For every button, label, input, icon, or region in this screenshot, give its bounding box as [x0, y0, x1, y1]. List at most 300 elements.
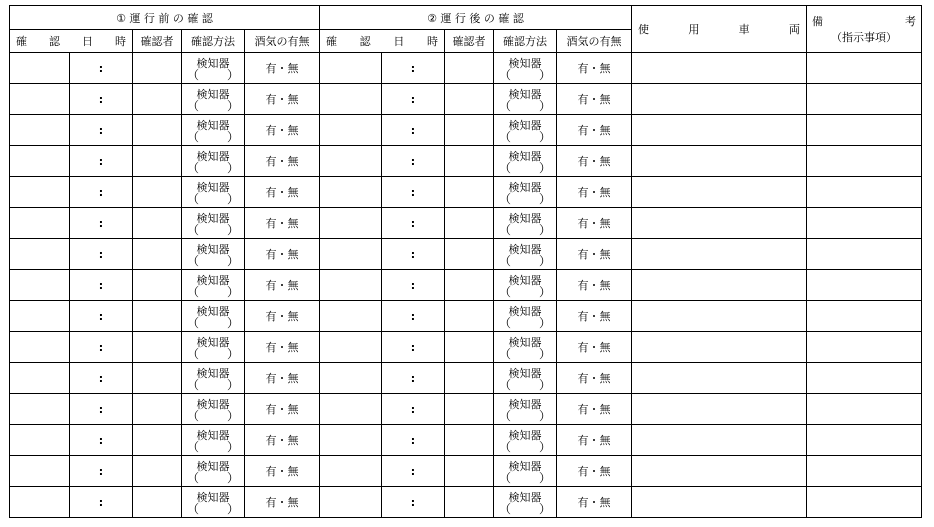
- presence-choice: 有・無: [265, 465, 299, 478]
- paren-open: （: [499, 409, 512, 423]
- after-method-cell[interactable]: [494, 425, 557, 456]
- before-date-cell[interactable]: [10, 394, 70, 425]
- before-time-cell[interactable]: [70, 487, 133, 518]
- before-checker-cell[interactable]: [133, 146, 182, 177]
- before-time-cell[interactable]: [70, 270, 133, 301]
- before-method-cell[interactable]: [182, 394, 245, 425]
- detector-label: 検知器: [196, 243, 230, 256]
- before-alcohol-cell[interactable]: [245, 239, 320, 270]
- vehicle-cell[interactable]: [632, 425, 807, 456]
- after-alcohol-cell[interactable]: [557, 115, 632, 146]
- after-alcohol-cell[interactable]: [557, 363, 632, 394]
- after-method-cell[interactable]: [494, 301, 557, 332]
- table-row: [10, 208, 922, 239]
- before-checker-cell[interactable]: [133, 394, 182, 425]
- before-checker-cell[interactable]: [133, 208, 182, 239]
- after-checker-cell[interactable]: [445, 332, 494, 363]
- presence-choice: 有・無: [577, 341, 611, 354]
- before-alcohol-cell[interactable]: [245, 208, 320, 239]
- before-date-cell[interactable]: [10, 487, 70, 518]
- after-method-cell[interactable]: [494, 208, 557, 239]
- before-method-cell[interactable]: [182, 270, 245, 301]
- after-date-cell[interactable]: [320, 332, 382, 363]
- before-alcohol-cell[interactable]: [245, 53, 320, 84]
- datetime-char: 認: [359, 35, 371, 48]
- time-separator: :: [98, 247, 104, 261]
- after-time-cell[interactable]: [382, 456, 445, 487]
- datetime-char: 日: [82, 35, 93, 48]
- after-date-cell[interactable]: [320, 115, 382, 146]
- detector-label: 検知器: [196, 336, 230, 349]
- table-row: [10, 84, 922, 115]
- after-date-cell[interactable]: [320, 53, 382, 84]
- before-date-cell[interactable]: [10, 332, 70, 363]
- after-checker-cell[interactable]: [445, 208, 494, 239]
- paren-close: ）: [538, 316, 551, 330]
- paren-close: ）: [538, 254, 551, 268]
- vehicle-cell[interactable]: [632, 177, 807, 208]
- paren-close: ）: [226, 502, 239, 516]
- remarks-cell[interactable]: [807, 146, 922, 177]
- detector-label: 検知器: [508, 181, 542, 194]
- detector-label: 検知器: [508, 367, 542, 380]
- after-method-cell[interactable]: [494, 456, 557, 487]
- remarks-cell[interactable]: [807, 115, 922, 146]
- after-date-cell[interactable]: [320, 177, 382, 208]
- vehicle-header: [632, 6, 807, 53]
- after-alcohol-cell[interactable]: [557, 177, 632, 208]
- before-checker-cell[interactable]: [133, 363, 182, 394]
- after-date-cell[interactable]: [320, 487, 382, 518]
- time-separator: :: [98, 495, 104, 509]
- before-alcohol-cell[interactable]: [245, 270, 320, 301]
- paren-close: ）: [226, 192, 239, 206]
- before-date-cell[interactable]: [10, 425, 70, 456]
- remarks-cell[interactable]: [807, 332, 922, 363]
- after-method-cell[interactable]: [494, 394, 557, 425]
- time-separator: :: [98, 154, 104, 168]
- after-date-cell[interactable]: [320, 146, 382, 177]
- before-alcohol-cell[interactable]: [245, 332, 320, 363]
- after-checker-cell[interactable]: [445, 177, 494, 208]
- paren-close: ）: [538, 440, 551, 454]
- before-time-cell[interactable]: [70, 239, 133, 270]
- paren-open: （: [187, 409, 200, 423]
- before-time-cell[interactable]: [70, 84, 133, 115]
- presence-choice: 有・無: [577, 186, 611, 199]
- before-date-cell[interactable]: [10, 53, 70, 84]
- before-time-cell[interactable]: [70, 53, 133, 84]
- remarks-char: 考: [905, 15, 916, 28]
- after-time-cell[interactable]: [382, 425, 445, 456]
- before-method-cell[interactable]: [182, 239, 245, 270]
- before-time-cell[interactable]: [70, 456, 133, 487]
- paren-open: （: [187, 316, 200, 330]
- vehicle-header-label: [632, 21, 806, 37]
- vehicle-char: 使: [638, 23, 649, 36]
- before-date-cell[interactable]: [10, 270, 70, 301]
- presence-choice: 有・無: [577, 496, 611, 509]
- after-method-cell[interactable]: [494, 53, 557, 84]
- after-method-cell[interactable]: [494, 332, 557, 363]
- after-date-cell[interactable]: [320, 394, 382, 425]
- before-alcohol-cell[interactable]: [245, 363, 320, 394]
- detector-label: 検知器: [196, 57, 230, 70]
- table-row: [10, 425, 922, 456]
- remarks-cell[interactable]: [807, 177, 922, 208]
- paren-close: ）: [226, 161, 239, 175]
- after-checker-cell[interactable]: [445, 363, 494, 394]
- before-alcohol-cell[interactable]: [245, 487, 320, 518]
- detector-label: 検知器: [508, 88, 542, 101]
- after-checker-cell[interactable]: [445, 270, 494, 301]
- presence-choice: 有・無: [577, 248, 611, 261]
- before-checker-cell[interactable]: [133, 84, 182, 115]
- after-checker-cell[interactable]: [445, 425, 494, 456]
- before-alcohol-cell[interactable]: [245, 177, 320, 208]
- detector-label: 検知器: [196, 119, 230, 132]
- table-row: [10, 270, 922, 301]
- before-method-cell[interactable]: [182, 115, 245, 146]
- presence-choice: 有・無: [577, 62, 611, 75]
- paren-close: ）: [538, 471, 551, 485]
- after-time-cell[interactable]: [382, 84, 445, 115]
- after-time-cell[interactable]: [382, 53, 445, 84]
- before-method-cell[interactable]: [182, 301, 245, 332]
- before-checker-cell[interactable]: [133, 301, 182, 332]
- paren-close: ）: [538, 161, 551, 175]
- after-alcohol-header: 酒気の有無: [557, 30, 632, 53]
- paren-open: （: [187, 347, 200, 361]
- datetime-label: [320, 33, 444, 49]
- before-date-cell[interactable]: [10, 177, 70, 208]
- after-time-cell[interactable]: [382, 146, 445, 177]
- after-date-cell[interactable]: [320, 425, 382, 456]
- after-date-cell[interactable]: [320, 208, 382, 239]
- before-method-cell[interactable]: [182, 53, 245, 84]
- after-time-cell[interactable]: [382, 177, 445, 208]
- after-time-cell[interactable]: [382, 208, 445, 239]
- time-separator: :: [98, 278, 104, 292]
- presence-choice: 有・無: [577, 310, 611, 323]
- after-checker-cell[interactable]: [445, 84, 494, 115]
- table-row: [10, 363, 922, 394]
- before-method-cell[interactable]: [182, 208, 245, 239]
- after-time-cell[interactable]: [382, 239, 445, 270]
- before-alcohol-cell[interactable]: [245, 146, 320, 177]
- after-time-cell[interactable]: [382, 270, 445, 301]
- after-checker-header: 確認者: [445, 30, 494, 53]
- time-separator: :: [98, 92, 104, 106]
- after-method-header: 確認方法: [494, 30, 557, 53]
- after-checker-cell[interactable]: [445, 394, 494, 425]
- paren-open: （: [499, 316, 512, 330]
- vehicle-cell[interactable]: [632, 332, 807, 363]
- time-separator: :: [410, 371, 416, 385]
- before-time-cell[interactable]: [70, 177, 133, 208]
- after-alcohol-cell[interactable]: [557, 53, 632, 84]
- before-alcohol-cell[interactable]: [245, 394, 320, 425]
- after-checker-cell[interactable]: [445, 146, 494, 177]
- after-time-cell[interactable]: [382, 487, 445, 518]
- before-alcohol-cell[interactable]: [245, 301, 320, 332]
- time-separator: :: [98, 216, 104, 230]
- remarks-cell[interactable]: [807, 487, 922, 518]
- before-checker-cell[interactable]: [133, 487, 182, 518]
- paren-close: ）: [538, 347, 551, 361]
- vehicle-cell[interactable]: [632, 394, 807, 425]
- after-checker-cell[interactable]: [445, 115, 494, 146]
- after-checker-cell[interactable]: [445, 53, 494, 84]
- time-separator: :: [410, 61, 416, 75]
- time-separator: :: [410, 464, 416, 478]
- paren-open: （: [499, 130, 512, 144]
- after-alcohol-cell[interactable]: [557, 146, 632, 177]
- paren-open: （: [187, 502, 200, 516]
- paren-close: ）: [226, 316, 239, 330]
- detector-label: 検知器: [196, 274, 230, 287]
- after-method-cell[interactable]: [494, 487, 557, 518]
- paren-open: （: [187, 223, 200, 237]
- presence-choice: 有・無: [577, 217, 611, 230]
- remarks-cell[interactable]: [807, 394, 922, 425]
- vehicle-cell[interactable]: [632, 53, 807, 84]
- after-datetime-header: [320, 30, 445, 53]
- remarks-cell[interactable]: [807, 53, 922, 84]
- vehicle-cell[interactable]: [632, 115, 807, 146]
- after-alcohol-cell[interactable]: [557, 270, 632, 301]
- after-checker-cell[interactable]: [445, 301, 494, 332]
- table-row: [10, 115, 922, 146]
- before-checker-cell[interactable]: [133, 425, 182, 456]
- before-alcohol-cell[interactable]: [245, 456, 320, 487]
- paren-close: ）: [226, 347, 239, 361]
- before-time-cell[interactable]: [70, 115, 133, 146]
- vehicle-cell[interactable]: [632, 487, 807, 518]
- after-checker-cell[interactable]: [445, 487, 494, 518]
- after-date-cell[interactable]: [320, 270, 382, 301]
- table-row: [10, 53, 922, 84]
- paren-open: （: [187, 254, 200, 268]
- detector-label: 検知器: [508, 460, 542, 473]
- vehicle-cell[interactable]: [632, 270, 807, 301]
- paren-close: ）: [538, 192, 551, 206]
- before-checker-cell[interactable]: [133, 115, 182, 146]
- remarks-cell[interactable]: [807, 239, 922, 270]
- presence-choice: 有・無: [577, 279, 611, 292]
- before-checker-header: 確認者: [133, 30, 182, 53]
- remarks-header-label: [807, 13, 921, 29]
- alcohol-check-table: [9, 5, 922, 518]
- after-operation-header: ② 運 行 後 の 確 認: [320, 6, 632, 30]
- time-separator: :: [410, 92, 416, 106]
- after-checker-cell[interactable]: [445, 239, 494, 270]
- before-method-header: 確認方法: [182, 30, 245, 53]
- paren-open: （: [499, 223, 512, 237]
- presence-choice: 有・無: [577, 465, 611, 478]
- after-alcohol-cell[interactable]: [557, 301, 632, 332]
- vehicle-char: 車: [738, 23, 750, 36]
- presence-choice: 有・無: [265, 155, 299, 168]
- presence-choice: 有・無: [265, 124, 299, 137]
- paren-open: （: [499, 192, 512, 206]
- datetime-char: 日: [393, 35, 405, 48]
- datetime-char: 確: [326, 35, 337, 48]
- remarks-cell[interactable]: [807, 270, 922, 301]
- paren-close: ）: [226, 440, 239, 454]
- vehicle-cell[interactable]: [632, 146, 807, 177]
- after-alcohol-cell[interactable]: [557, 208, 632, 239]
- before-time-cell[interactable]: [70, 146, 133, 177]
- datetime-label: [10, 33, 132, 49]
- remarks-cell[interactable]: [807, 456, 922, 487]
- presence-choice: 有・無: [577, 372, 611, 385]
- detector-label: 検知器: [196, 429, 230, 442]
- detector-label: 検知器: [196, 305, 230, 318]
- before-time-cell[interactable]: [70, 363, 133, 394]
- before-method-cell[interactable]: [182, 456, 245, 487]
- before-time-cell[interactable]: [70, 301, 133, 332]
- paren-close: ）: [538, 99, 551, 113]
- before-checker-cell[interactable]: [133, 53, 182, 84]
- after-checker-cell[interactable]: [445, 456, 494, 487]
- remarks-subheader: （指示事項）: [831, 31, 897, 44]
- before-date-cell[interactable]: [10, 146, 70, 177]
- before-method-cell[interactable]: [182, 177, 245, 208]
- before-date-cell[interactable]: [10, 84, 70, 115]
- after-time-cell[interactable]: [382, 301, 445, 332]
- after-alcohol-cell[interactable]: [557, 456, 632, 487]
- remarks-cell[interactable]: [807, 208, 922, 239]
- after-method-cell[interactable]: [494, 239, 557, 270]
- after-method-cell[interactable]: [494, 84, 557, 115]
- paren-open: （: [499, 99, 512, 113]
- vehicle-cell[interactable]: [632, 208, 807, 239]
- after-time-cell[interactable]: [382, 115, 445, 146]
- presence-choice: 有・無: [577, 124, 611, 137]
- after-alcohol-cell[interactable]: [557, 394, 632, 425]
- detector-label: 検知器: [196, 491, 230, 504]
- after-time-cell[interactable]: [382, 363, 445, 394]
- time-separator: :: [98, 61, 104, 75]
- vehicle-cell[interactable]: [632, 239, 807, 270]
- time-separator: :: [410, 402, 416, 416]
- time-separator: :: [410, 340, 416, 354]
- paren-open: （: [499, 254, 512, 268]
- after-date-cell[interactable]: [320, 239, 382, 270]
- paren-open: （: [187, 99, 200, 113]
- before-checker-cell[interactable]: [133, 239, 182, 270]
- before-date-cell[interactable]: [10, 115, 70, 146]
- table-row: [10, 177, 922, 208]
- paren-open: （: [187, 192, 200, 206]
- time-separator: :: [98, 433, 104, 447]
- vehicle-cell[interactable]: [632, 301, 807, 332]
- after-time-cell[interactable]: [382, 332, 445, 363]
- paren-open: （: [499, 347, 512, 361]
- time-separator: :: [98, 371, 104, 385]
- before-alcohol-cell[interactable]: [245, 84, 320, 115]
- after-alcohol-cell[interactable]: [557, 239, 632, 270]
- before-method-cell[interactable]: [182, 363, 245, 394]
- paren-close: ）: [538, 130, 551, 144]
- paren-close: ）: [226, 471, 239, 485]
- paren-close: ）: [538, 378, 551, 392]
- before-checker-cell[interactable]: [133, 270, 182, 301]
- before-alcohol-cell[interactable]: [245, 425, 320, 456]
- after-time-cell[interactable]: [382, 394, 445, 425]
- paren-close: ）: [226, 223, 239, 237]
- after-date-cell[interactable]: [320, 301, 382, 332]
- before-method-cell[interactable]: [182, 84, 245, 115]
- before-time-cell[interactable]: [70, 394, 133, 425]
- after-date-cell[interactable]: [320, 84, 382, 115]
- before-checker-cell[interactable]: [133, 332, 182, 363]
- time-separator: :: [410, 433, 416, 447]
- paren-close: ）: [538, 409, 551, 423]
- after-method-cell[interactable]: [494, 270, 557, 301]
- after-alcohol-cell[interactable]: [557, 425, 632, 456]
- before-method-cell[interactable]: [182, 487, 245, 518]
- after-method-cell[interactable]: [494, 177, 557, 208]
- before-method-cell[interactable]: [182, 425, 245, 456]
- before-checker-cell[interactable]: [133, 456, 182, 487]
- before-date-cell[interactable]: [10, 208, 70, 239]
- before-date-cell[interactable]: [10, 239, 70, 270]
- table-row: [10, 394, 922, 425]
- before-time-cell[interactable]: [70, 332, 133, 363]
- vehicle-cell[interactable]: [632, 363, 807, 394]
- after-alcohol-cell[interactable]: [557, 487, 632, 518]
- vehicle-cell[interactable]: [632, 84, 807, 115]
- detector-label: 検知器: [196, 150, 230, 163]
- before-checker-cell[interactable]: [133, 177, 182, 208]
- before-date-cell[interactable]: [10, 363, 70, 394]
- before-alcohol-cell[interactable]: [245, 115, 320, 146]
- after-method-cell[interactable]: [494, 115, 557, 146]
- before-date-cell[interactable]: [10, 456, 70, 487]
- time-separator: :: [98, 309, 104, 323]
- before-date-cell[interactable]: [10, 301, 70, 332]
- detector-label: 検知器: [508, 274, 542, 287]
- before-method-cell[interactable]: [182, 146, 245, 177]
- remarks-cell[interactable]: [807, 425, 922, 456]
- paren-close: ）: [538, 502, 551, 516]
- paren-open: （: [499, 68, 512, 82]
- vehicle-cell[interactable]: [632, 456, 807, 487]
- time-separator: :: [98, 464, 104, 478]
- detector-label: 検知器: [508, 150, 542, 163]
- after-date-cell[interactable]: [320, 363, 382, 394]
- after-method-cell[interactable]: [494, 146, 557, 177]
- detector-label: 検知器: [508, 491, 542, 504]
- paren-open: （: [499, 161, 512, 175]
- after-alcohol-cell[interactable]: [557, 84, 632, 115]
- remarks-cell[interactable]: [807, 301, 922, 332]
- after-date-cell[interactable]: [320, 456, 382, 487]
- datetime-char: 確: [16, 35, 27, 48]
- remarks-cell[interactable]: [807, 363, 922, 394]
- before-method-cell[interactable]: [182, 332, 245, 363]
- time-separator: :: [410, 278, 416, 292]
- after-method-cell[interactable]: [494, 363, 557, 394]
- after-alcohol-cell[interactable]: [557, 332, 632, 363]
- before-time-cell[interactable]: [70, 208, 133, 239]
- presence-choice: 有・無: [265, 279, 299, 292]
- before-time-cell[interactable]: [70, 425, 133, 456]
- paren-close: ）: [226, 409, 239, 423]
- remarks-cell[interactable]: [807, 84, 922, 115]
